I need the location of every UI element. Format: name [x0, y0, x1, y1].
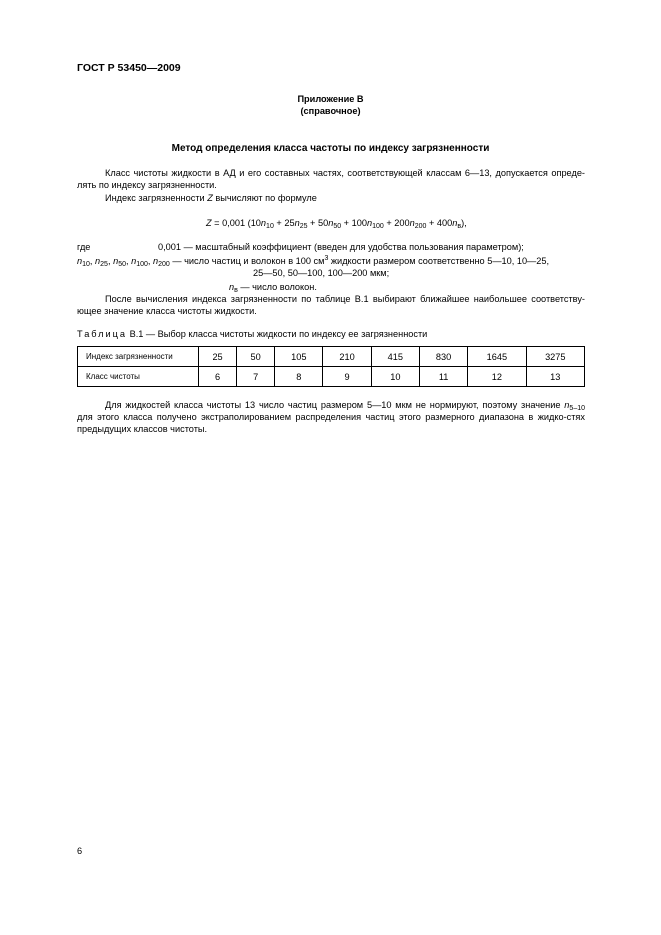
- table-cell: 9: [323, 367, 371, 387]
- note-text-a: Для жидкостей класса чистоты 13 число частиц размером 5—10 мкм не нормируют, поэтому значение: [105, 400, 565, 410]
- row-label: Класс чистоты: [78, 367, 199, 387]
- formula-sub: 25: [299, 223, 308, 230]
- nv-desc: — число волокон.: [240, 282, 317, 292]
- note-text-b: для этого класса получено экстраполированием распределения частиц этого размерного диапазона в жидко-стях предыдущих классов чистоты.: [77, 412, 585, 434]
- formula-n: n: [366, 218, 373, 228]
- table-caption: [77, 328, 427, 340]
- formula-n: n: [328, 218, 334, 228]
- table-cell: 10: [371, 367, 419, 387]
- formula-n: n: [294, 218, 300, 228]
- var-n: n: [153, 256, 159, 266]
- formula-coef: 100: [351, 218, 367, 228]
- vars-desc-tail: жидкости размером соответственно 5—10, 10—25,: [328, 256, 550, 266]
- formula-coef: 25: [284, 218, 295, 228]
- table-cell: 830: [419, 347, 467, 367]
- table-caption-text: В.1 — Выбор класса чистоты жидкости по индексу ее загрязненности: [127, 329, 428, 339]
- formula-sub: 200: [414, 223, 427, 230]
- table-cell: 7: [237, 367, 275, 387]
- formula-coef: 400: [436, 218, 453, 228]
- formula-sub: 50: [333, 223, 342, 230]
- table-cell: 12: [468, 367, 526, 387]
- formula-n: n: [452, 218, 458, 228]
- appendix-subtitle: (справочное): [300, 106, 361, 116]
- formula-coef: 50: [317, 218, 329, 228]
- paragraph-after: После вычисления индекса загрязненности по таблице В.1 выбирают ближайшее наибольшее соответству-ющее значение класса чистоты жидкости.: [77, 294, 585, 316]
- table-cell: 210: [323, 347, 371, 367]
- formula-lhs: Z: [206, 218, 212, 228]
- formula-sub: 10: [266, 223, 274, 230]
- var-n: n: [95, 256, 101, 266]
- table-cell: 50: [237, 347, 275, 367]
- table-cell: 415: [371, 347, 419, 367]
- formula-coef: 200: [394, 218, 410, 228]
- where-coef: 0,001: [158, 242, 181, 252]
- var-sub: 100: [136, 261, 148, 268]
- formula: Z = 0,001 $(10n_{10} + 25n_{25} + 50n_{50} + 100n_{100} + 200n_{200} + 400n_в)$,: [206, 218, 467, 230]
- table-caption-label: Таблица: [77, 329, 128, 339]
- where-vars-line: $n_{10}$, $n_{25}$, $n_{50}$, $n_{100}$, $n_{200}$ — число частиц и волокон в 100 $см^3$ жидкости размером соответственно 5—10, 10—25,: [77, 255, 550, 268]
- table-row-class: [78, 367, 585, 387]
- formula-n: n: [409, 218, 415, 228]
- table-cell: 25: [199, 347, 237, 367]
- table-cell: 11: [419, 367, 467, 387]
- var-sub: 25: [100, 261, 108, 268]
- var-sub: 10: [82, 261, 90, 268]
- paragraph-1: Класс чистоты жидкости в АД и его составных частях, соответствующей классам 6—13, допускается опреде-лять по индексу загрязненности.: [77, 168, 585, 190]
- table-cell: 13: [526, 367, 584, 387]
- formula-sub: 100: [372, 223, 384, 230]
- row-label: Индекс загрязненности: [78, 347, 199, 367]
- standard-header: ГОСТ Р 53450—2009: [77, 62, 181, 74]
- var-sub: в: [234, 287, 238, 294]
- var-n: n: [131, 256, 137, 266]
- appendix-title: Приложение В: [297, 94, 364, 104]
- formula-n: n: [260, 218, 267, 228]
- paragraph-2: [77, 192, 585, 204]
- note-paragraph: [77, 399, 585, 435]
- vars-desc-line2: 25—50, 50—100, 100—200 мкм;: [253, 268, 390, 278]
- p2-var: Z: [207, 193, 213, 203]
- table-cell: 1645: [468, 347, 526, 367]
- formula-sub: в: [457, 223, 462, 230]
- p2-prefix: Индекс загрязненности: [105, 193, 208, 203]
- where-nv-line: [229, 281, 317, 293]
- formula-start: = 0,001 (10: [211, 218, 261, 228]
- note-sub: 5–10: [569, 405, 585, 412]
- vars-desc: — число частиц и волокон в 100 см: [172, 256, 325, 266]
- formula-end: ): [461, 218, 465, 228]
- cleanliness-table: [77, 346, 585, 387]
- vars-desc-sup: 3: [324, 255, 329, 262]
- note-var: n: [564, 400, 570, 410]
- var-sub: 200: [158, 261, 170, 268]
- var-sub: 50: [118, 261, 126, 268]
- var-n: n: [229, 282, 235, 292]
- table-row-index: [78, 347, 585, 367]
- table-cell: 105: [275, 347, 323, 367]
- table-cell: 3275: [526, 347, 584, 367]
- section-title: Метод определения класса частоты по индексу загрязненности: [171, 143, 490, 154]
- where-coef-line: [158, 241, 524, 253]
- where-word: где: [77, 242, 91, 252]
- page-number: 6: [77, 846, 83, 856]
- var-n: n: [113, 256, 119, 266]
- p2-suffix: вычисляют по формуле: [212, 193, 317, 203]
- where-coef-desc: — масштабный коэффициент (введен для удобства пользования параметром);: [183, 242, 524, 252]
- table-cell: 6: [199, 367, 237, 387]
- table-cell: 8: [275, 367, 323, 387]
- var-n: n: [77, 256, 83, 266]
